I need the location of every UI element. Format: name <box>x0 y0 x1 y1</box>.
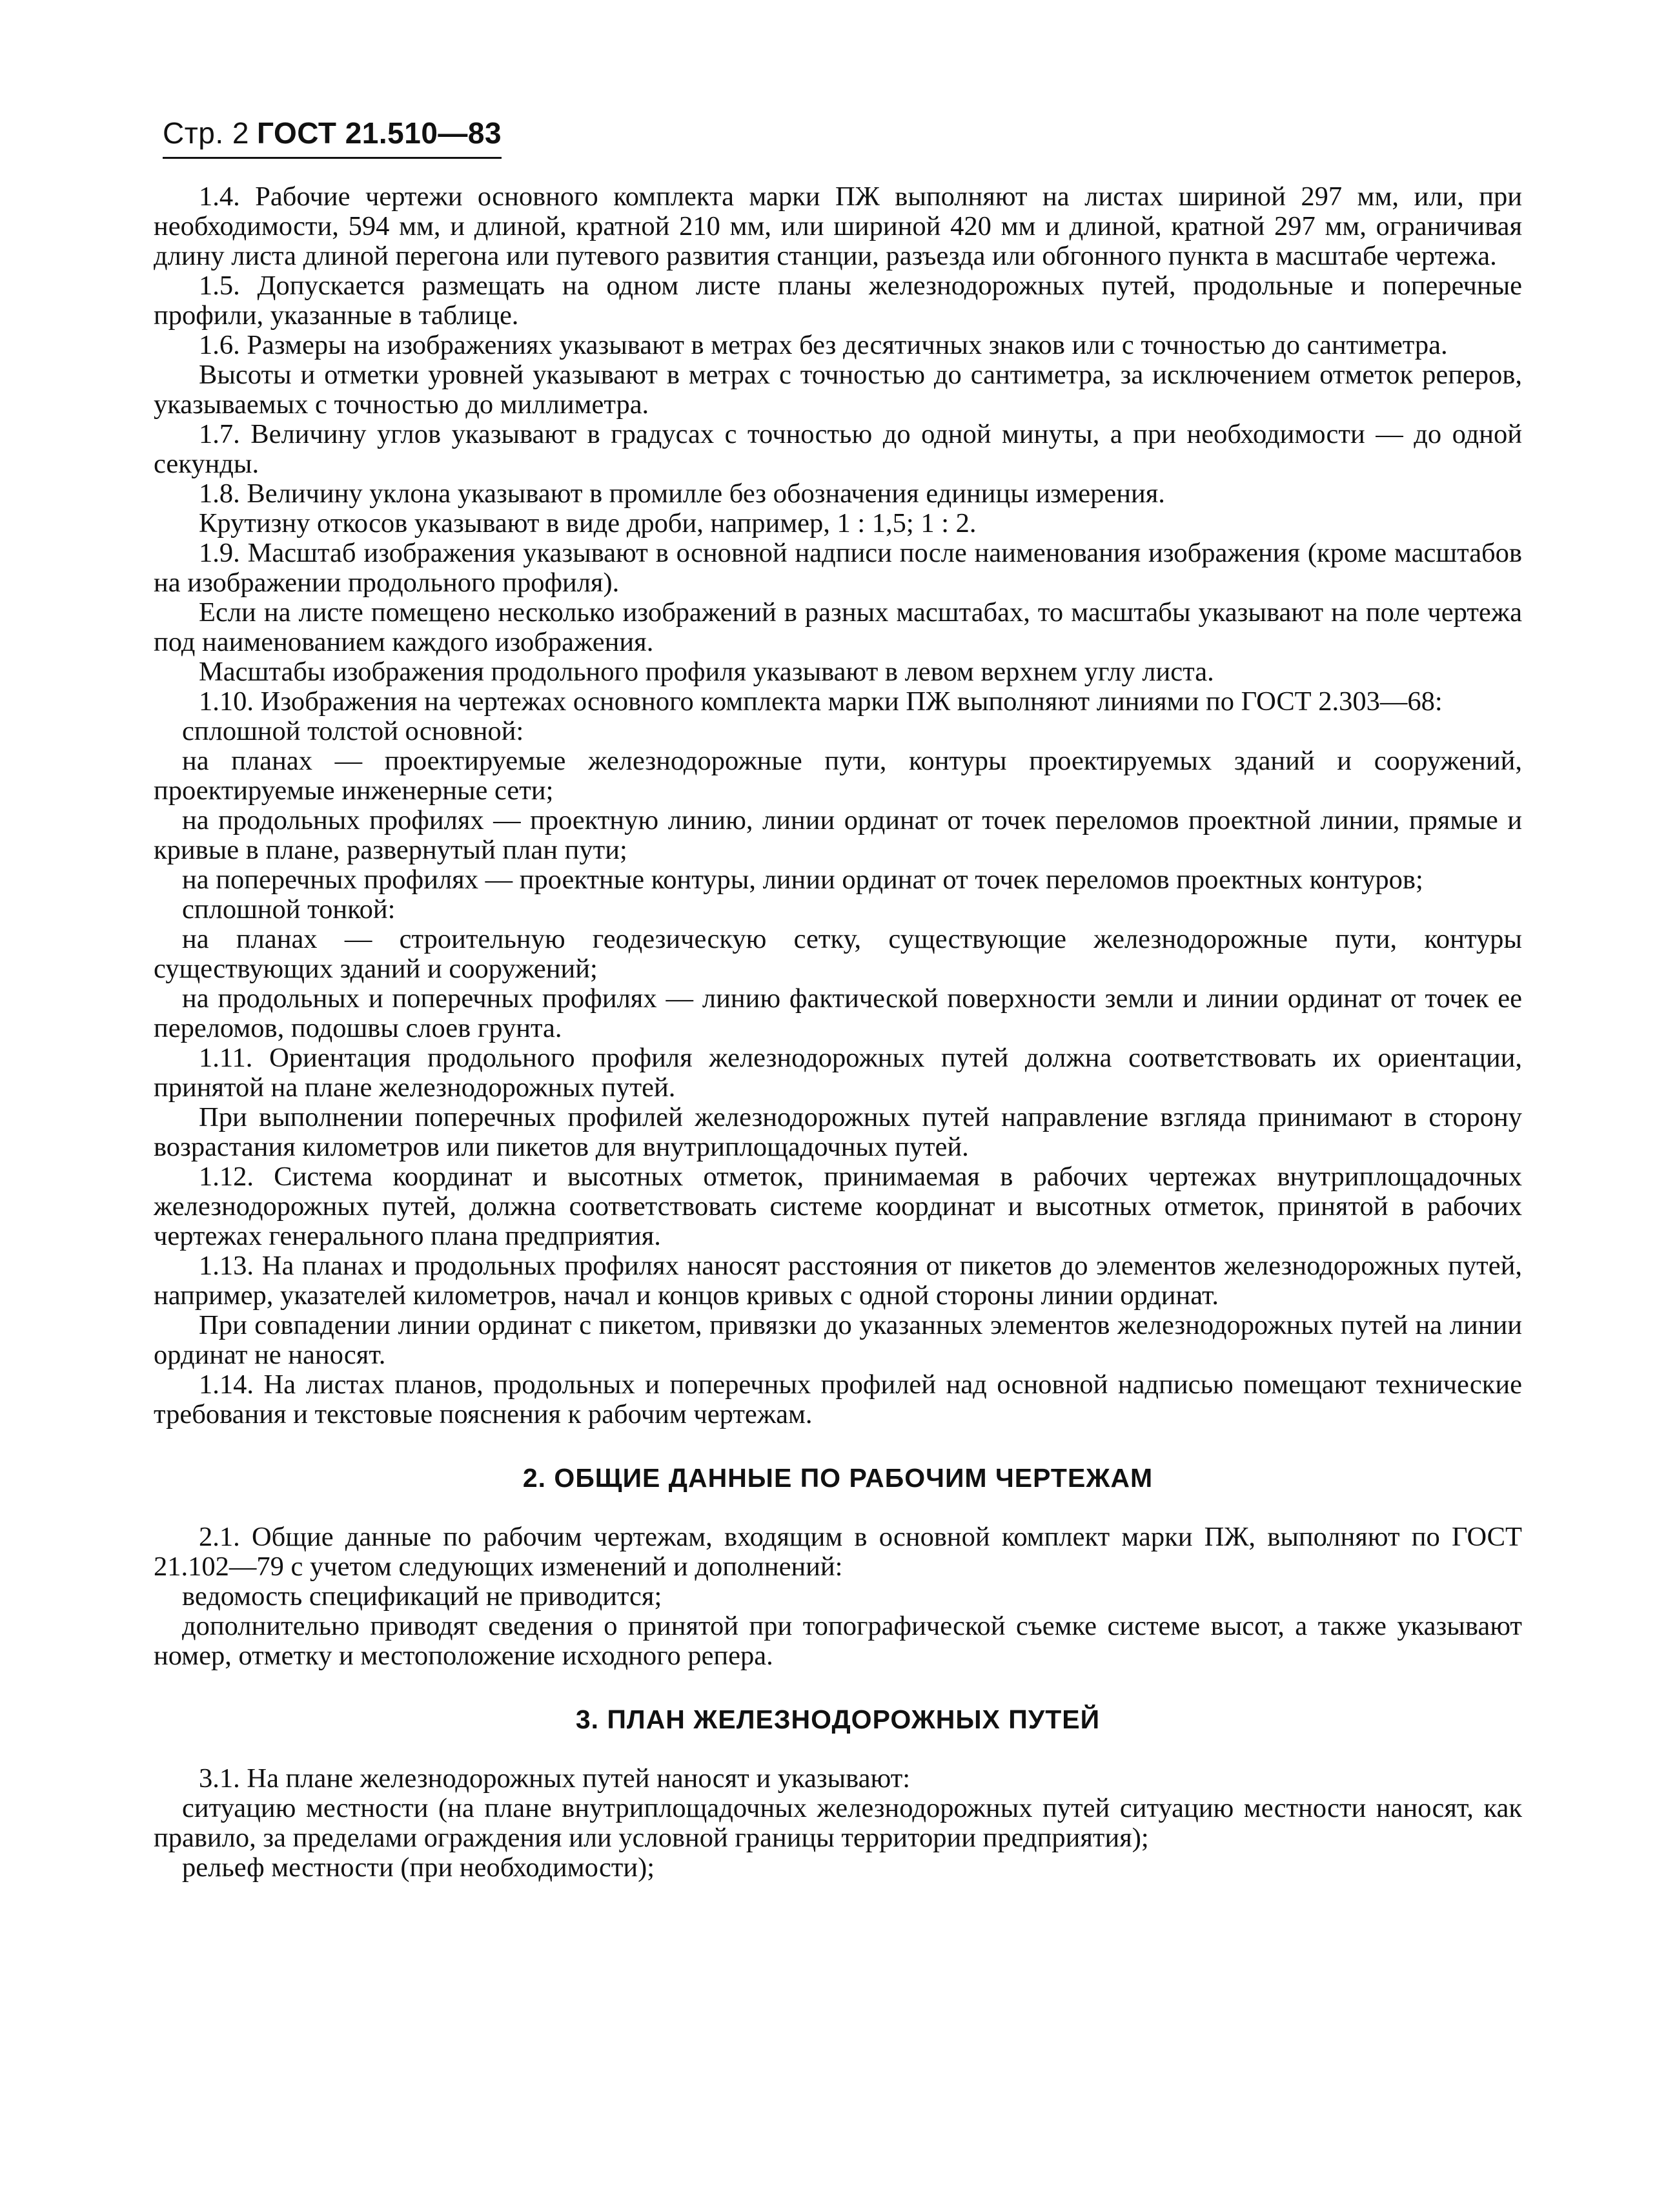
page-number: Стр. 2 <box>163 116 250 150</box>
paragraph-1-13-ordinates: При совпадении линии ординат с пикетом, привязки до указанных элементов железнодорожных путей на линии ординат не наносят. <box>154 1310 1522 1370</box>
paragraph-1-9-multiple: Если на листе помещено несколько изображений в разных масштабах, то масштабы указывают на поле чертежа под наименованием каждого изображения. <box>154 597 1522 657</box>
section-2-heading: 2. ОБЩИЕ ДАННЫЕ ПО РАБОЧИМ ЧЕРТЕЖАМ <box>522 1463 1154 1493</box>
list-item-thick-line: сплошной толстой основной: <box>182 716 524 746</box>
list-item-relief: рельеф местности (при необходимости); <box>182 1852 655 1883</box>
paragraph-1-12: 1.12. Система координат и высотных отметок, принимаемая в рабочих чертежах внутриплощадочных железнодорожных путей, должна соответствовать системе координат и высотных отметок, принятой в рабочих чертежах генерального плана предприятия. <box>154 1162 1522 1251</box>
paragraph-1-8-slopes: Крутизну откосов указывают в виде дроби, например, 1 : 1,5; 1 : 2. <box>199 508 977 538</box>
document-body <box>154 182 1522 1883</box>
section-2 <box>154 1522 1522 1671</box>
list-item-specifications: ведомость спецификаций не приводится; <box>182 1581 662 1612</box>
paragraph-1-6-heights: Высоты и отметки уровней указывают в метрах с точностью до сантиметра, за исключением отметок реперов, указываемых с точностью до миллиметра. <box>154 360 1522 420</box>
section-1 <box>154 182 1522 1429</box>
paragraph-1-11-cross: При выполнении поперечных профилей железнодорожных путей направление взгляда принимают в сторону возрастания километров или пикетов для внутриплощадочных путей. <box>154 1102 1522 1162</box>
paragraph-1-6: 1.6. Размеры на изображениях указывают в метрах без десятичных знаков или с точностью до сантиметра. <box>199 330 1448 360</box>
list-item-situation: ситуацию местности (на плане внутриплощадочных железнодорожных путей ситуацию местности наносят, как правило, за пределами ограждения или условной границы территории предприятия); <box>154 1793 1522 1853</box>
paragraph-1-11: 1.11. Ориентация продольного профиля железнодорожных путей должна соответствовать их ориентации, принятой на плане железнодорожных путей. <box>154 1043 1522 1103</box>
paragraph-1-10: 1.10. Изображения на чертежах основного комплекта марки ПЖ выполняют линиями по ГОСТ 2.303—68: <box>199 686 1443 717</box>
list-item-thick-longitudinal: на продольных профилях — проектную линию, линии ординат от точек переломов проектной линии, прямые и кривые в плане, развернутый план пути; <box>154 805 1522 865</box>
standard-code: ГОСТ 21.510—83 <box>257 116 502 150</box>
paragraph-1-9: 1.9. Масштаб изображения указывают в основной надписи после наименования изображения (кроме масштабов на изображении продольного профиля). <box>154 538 1522 598</box>
paragraph-2-1: 2.1. Общие данные по рабочим чертежам, входящим в основной комплект марки ПЖ, выполняют по ГОСТ 21.102—79 с учетом следующих изменений и дополнений: <box>154 1522 1522 1582</box>
paragraph-1-5: 1.5. Допускается размещать на одном листе планы железнодорожных путей, продольные и поперечные профили, указанные в таблице. <box>154 271 1522 331</box>
page-header <box>163 115 502 159</box>
paragraph-1-13: 1.13. На планах и продольных профилях наносят расстояния от пикетов до элементов железнодорожных путей, например, указателей километров, начал и концов кривых с одной стороны линии ординат. <box>154 1251 1522 1311</box>
paragraph-1-9-profile: Масштабы изображения продольного профиля указывают в левом верхнем углу листа. <box>199 657 1214 687</box>
paragraph-1-8: 1.8. Величину уклона указывают в промилле без обозначения единицы измерения. <box>199 478 1165 509</box>
paragraph-1-14: 1.14. На листах планов, продольных и поперечных профилей над основной надписью помещают технические требования и текстовые пояснения к рабочим чертежам. <box>154 1369 1522 1429</box>
paragraph-1-4: 1.4. Рабочие чертежи основного комплекта марки ПЖ выполняют на листах шириной 297 мм, или, при необходимости, 594 мм, и длиной, кратной 210 мм, или шириной 420 мм и длиной, кратной 297 мм, ограничивая длину листа длиной перегона или путевого развития станции, разъезда или обгонного пункта в масштабе чертежа. <box>154 181 1522 271</box>
section-3-heading: 3. ПЛАН ЖЕЛЕЗНОДОРОЖНЫХ ПУТЕЙ <box>575 1705 1101 1734</box>
list-item-thin-profiles: на продольных и поперечных профилях — линию фактической поверхности земли и линии ординат от точек ее переломов, подошвы слоев грунта. <box>154 983 1522 1043</box>
list-item-thick-cross: на поперечных профилях — проектные контуры, линии ординат от точек переломов проектных контуров; <box>182 865 1423 895</box>
list-item-thin-line: сплошной тонкой: <box>182 894 396 925</box>
list-item-thin-plans: на планах — строительную геодезическую сетку, существующие железнодорожные пути, контуры существующих зданий и сооружений; <box>154 924 1522 984</box>
paragraph-1-7: 1.7. Величину углов указывают в градусах с точностью до одной минуты, а при необходимости — до одной секунды. <box>154 419 1522 479</box>
section-3 <box>154 1764 1522 1883</box>
list-item-thick-plans: на планах — проектируемые железнодорожные пути, контуры проектируемых зданий и сооружений, проектируемые инженерные сети; <box>154 746 1522 806</box>
paragraph-3-1: 3.1. На плане железнодорожных путей наносят и указывают: <box>199 1763 911 1794</box>
list-item-height-system: дополнительно приводят сведения о принятой при топографической съемке системе высот, а также указывают номер, отметку и местоположение исходного репера. <box>154 1611 1522 1671</box>
